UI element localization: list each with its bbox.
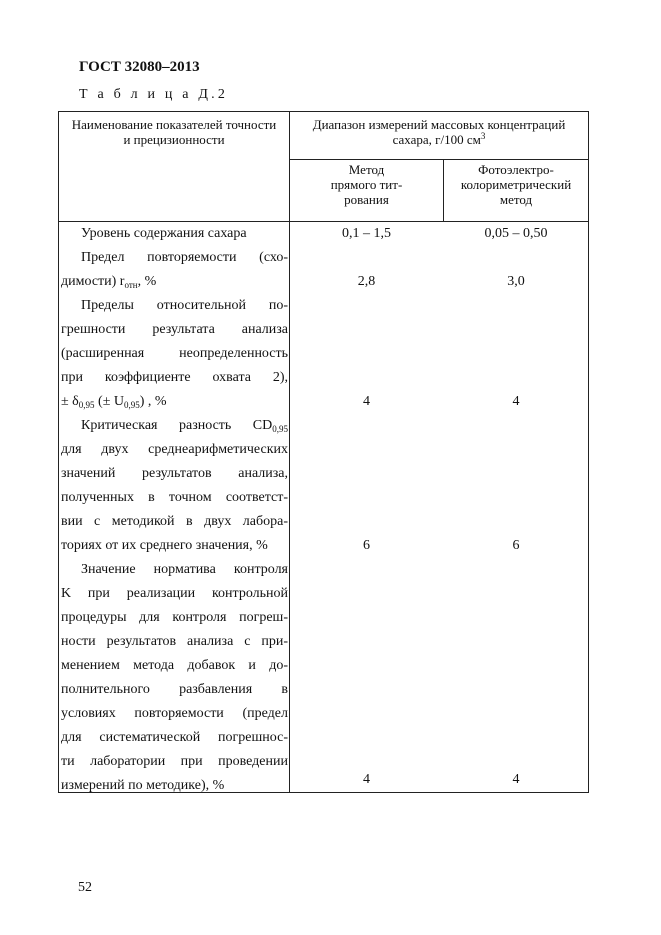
- value-titration: 0,1 – 1,5: [342, 226, 391, 241]
- header-line: Метод: [348, 162, 385, 177]
- table-row-control-standard: [61, 558, 288, 798]
- row-text-line: Уровень содержания сахара: [81, 226, 247, 241]
- value-titration: 4: [363, 772, 370, 787]
- row-text-line: K при реализации контрольной: [61, 586, 288, 601]
- data-table: [58, 111, 589, 793]
- row-text-line: полнительного разбавления в: [61, 682, 288, 697]
- column-divider: [289, 112, 290, 792]
- page-number: 52: [78, 880, 92, 895]
- header-range: [304, 117, 574, 147]
- row-text-line: для двух среднеарифметических: [61, 442, 288, 457]
- row-text-sub: 0,95: [124, 400, 140, 410]
- header-line: колориметрический: [460, 177, 572, 192]
- standard-id: ГОСТ 32080–2013: [79, 59, 200, 75]
- row-text-sub: отн: [124, 280, 138, 290]
- row-text-line: менением метода добавок и до-: [61, 658, 288, 673]
- row-text-line: полученных в точном соответст-: [61, 490, 288, 505]
- header-range-text: Диапазон измерений массовых концентраций сахара, г/100 см: [312, 117, 566, 147]
- row-text-line: вии с методикой в двух лабора-: [61, 514, 288, 529]
- row-text-part: (± U: [94, 394, 124, 409]
- value-photo: 6: [512, 538, 520, 553]
- table-row-sugar-level: [61, 222, 288, 246]
- row-text-line: ториях от их среднего значения, %: [61, 538, 268, 553]
- row-text-line: Пределы относительной по-: [81, 298, 288, 313]
- row-text-part: ) , %: [139, 394, 167, 409]
- header-line: прямого тит-: [330, 177, 403, 192]
- row-text-line: процедуры для контроля погреш-: [61, 610, 288, 625]
- row-text-line: (расширенная неопределенность: [61, 346, 288, 361]
- row-text-line: для систематической погрешнос-: [61, 730, 288, 745]
- row-text-part: Критическая разность CD: [81, 418, 273, 433]
- table-row-repeatability: [61, 246, 288, 294]
- row-text-line: Предел повторяемости (схо-: [81, 250, 288, 265]
- row-text-sub: 0,95: [272, 424, 288, 434]
- value-titration: 4: [363, 394, 370, 409]
- row-text-line: грешности результата анализа: [61, 322, 288, 337]
- table-caption: Т а б л и ц а Д.2: [79, 87, 229, 102]
- value-photo: 4: [512, 394, 520, 409]
- header-method-titration: [290, 162, 443, 207]
- row-divider: [289, 159, 588, 160]
- value-titration: 6: [363, 538, 370, 553]
- row-text-sub: 0,95: [78, 400, 95, 410]
- row-text-line: [61, 270, 288, 294]
- row-text-line: условиях повторяемости (предел: [61, 706, 288, 721]
- value-titration: 2,8: [357, 274, 376, 289]
- row-text-line: [61, 390, 288, 414]
- header-indicators: Наименование показателей точности и прецизионности: [71, 117, 277, 147]
- table-row-critical-difference: [61, 414, 288, 558]
- header-line: рования: [344, 192, 389, 207]
- row-text-line: измерений по методике), %: [61, 778, 225, 793]
- header-line: Фотоэлектро-: [478, 162, 554, 177]
- row-text-line: ти лаборатории при проведении: [61, 754, 288, 769]
- row-text-line: Значение норматива контроля: [81, 562, 288, 577]
- row-text-line: [61, 414, 288, 438]
- value-photo: 4: [512, 772, 520, 787]
- row-text-line: значений результатов анализа,: [61, 466, 288, 481]
- row-text-part: димости) r: [61, 274, 125, 289]
- header-method-photo: [444, 162, 588, 207]
- row-text-part: ± δ: [61, 394, 79, 409]
- value-photo: 0,05 – 0,50: [484, 226, 548, 241]
- row-text-line: ности результатов анализа с при-: [61, 634, 288, 649]
- table-row-relative-error: [61, 294, 288, 414]
- header-line: метод: [499, 192, 533, 207]
- row-text-line: при коэффициенте охвата 2),: [61, 370, 288, 385]
- value-photo: 3,0: [507, 274, 525, 289]
- row-text-part: , %: [137, 274, 157, 289]
- header-range-sup: 3: [480, 131, 486, 141]
